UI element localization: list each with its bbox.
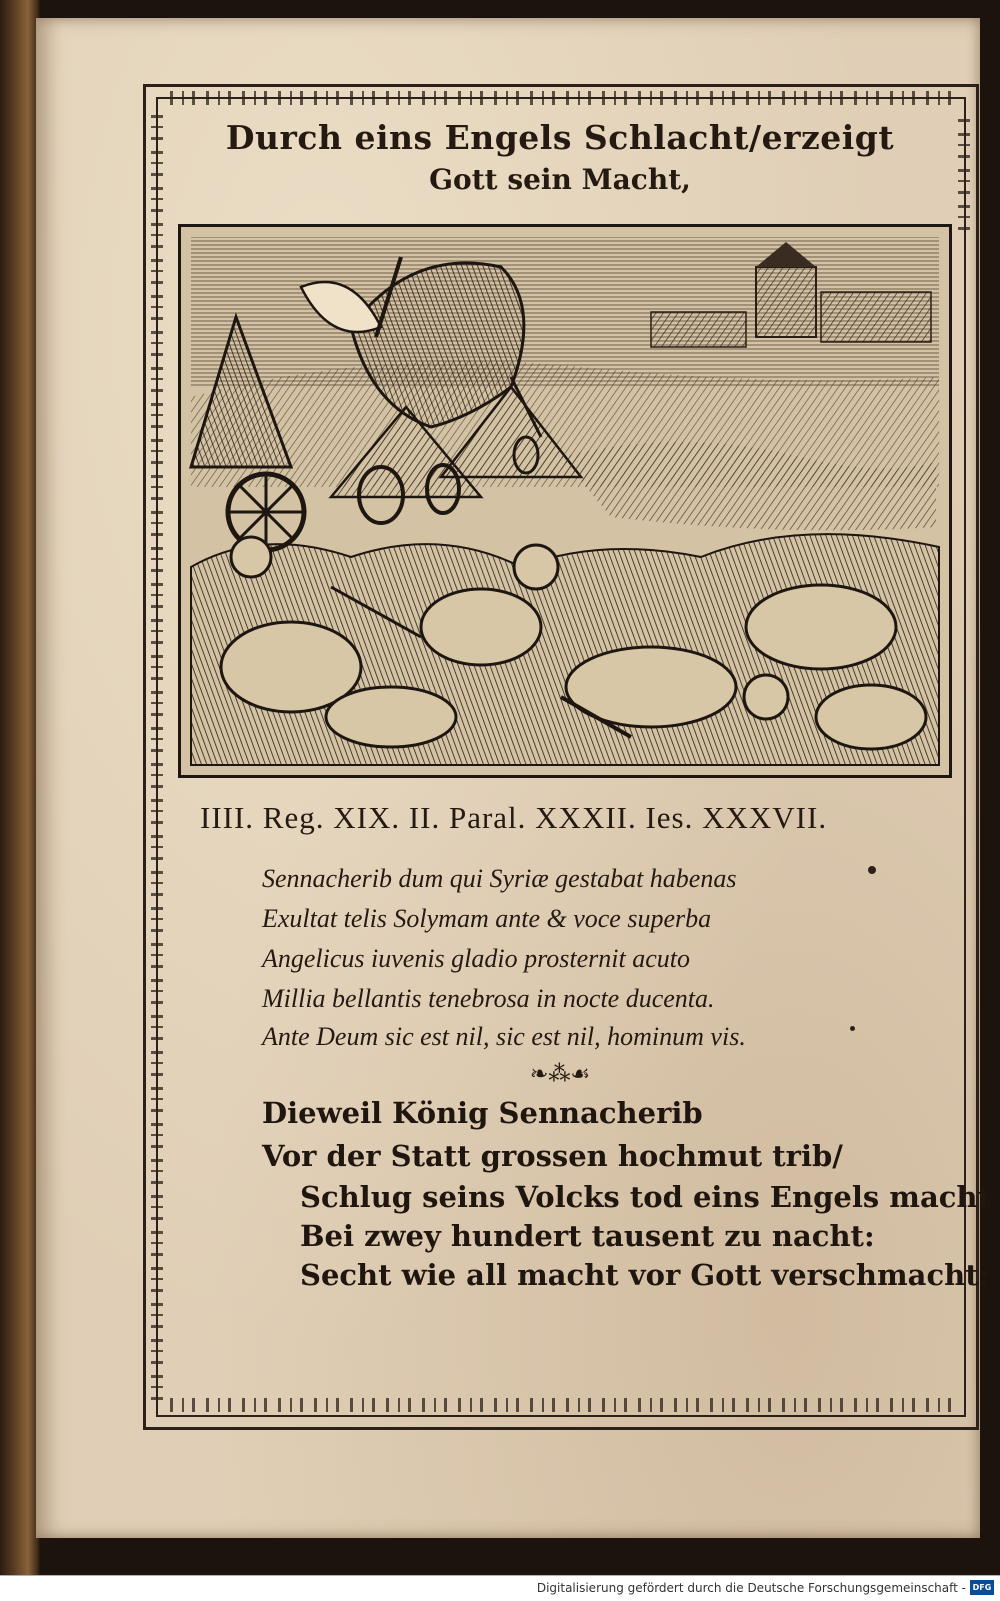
border-band-top	[170, 91, 960, 105]
latin-verse-line: Ante Deum sic est nil, sic est nil, hominum vis.	[262, 1022, 746, 1051]
ink-speck	[868, 866, 876, 874]
latin-verse-line: Millia bellantis tenebrosa in nocte ducenta.	[262, 984, 715, 1013]
german-verse-line: Dieweil König Sennacherib	[262, 1096, 703, 1130]
german-verse-line: Schlug seins Volcks tod eins Engels macht	[300, 1180, 991, 1214]
border-band-bottom	[170, 1398, 960, 1412]
ink-speck	[850, 1026, 855, 1031]
page-title-line1: Durch eins Engels Schlacht/erzeigt	[225, 118, 895, 157]
dfg-logo: DFG	[970, 1580, 994, 1595]
footer-credit: Digitalisierung gefördert durch die Deutsche Forschungsgemeinschaft -	[536, 1581, 966, 1595]
page-title-line2: Gott sein Macht,	[429, 163, 691, 196]
border-band-right	[958, 110, 970, 230]
border-band-left	[151, 110, 163, 1400]
latin-verse-line: Sennacherib dum qui Syriæ gestabat habenas	[262, 864, 737, 893]
woodcut-scene	[181, 227, 949, 775]
fleuron-ornament: ❧⁂☙	[529, 1062, 591, 1087]
german-verse-line: Secht wie all macht vor Gott verschmacht:	[300, 1258, 990, 1292]
fallen-soldiers-foreground	[191, 534, 939, 765]
latin-verse-line: Exultat telis Solymam ante & voce superba	[262, 904, 712, 933]
latin-verse-line: Angelicus iuvenis gladio prosternit acuto	[262, 944, 690, 973]
scripture-reference: IIII. Reg. XIX. II. Paral. XXXII. Ies. XXXVII.	[200, 800, 828, 835]
german-verse-line: Vor der Statt grossen hochmut trib/	[262, 1139, 843, 1173]
woodcut-illustration	[178, 224, 952, 778]
footer-bar	[0, 1575, 1000, 1601]
german-verse-line: Bei zwey hundert tausent zu nacht:	[300, 1219, 875, 1253]
